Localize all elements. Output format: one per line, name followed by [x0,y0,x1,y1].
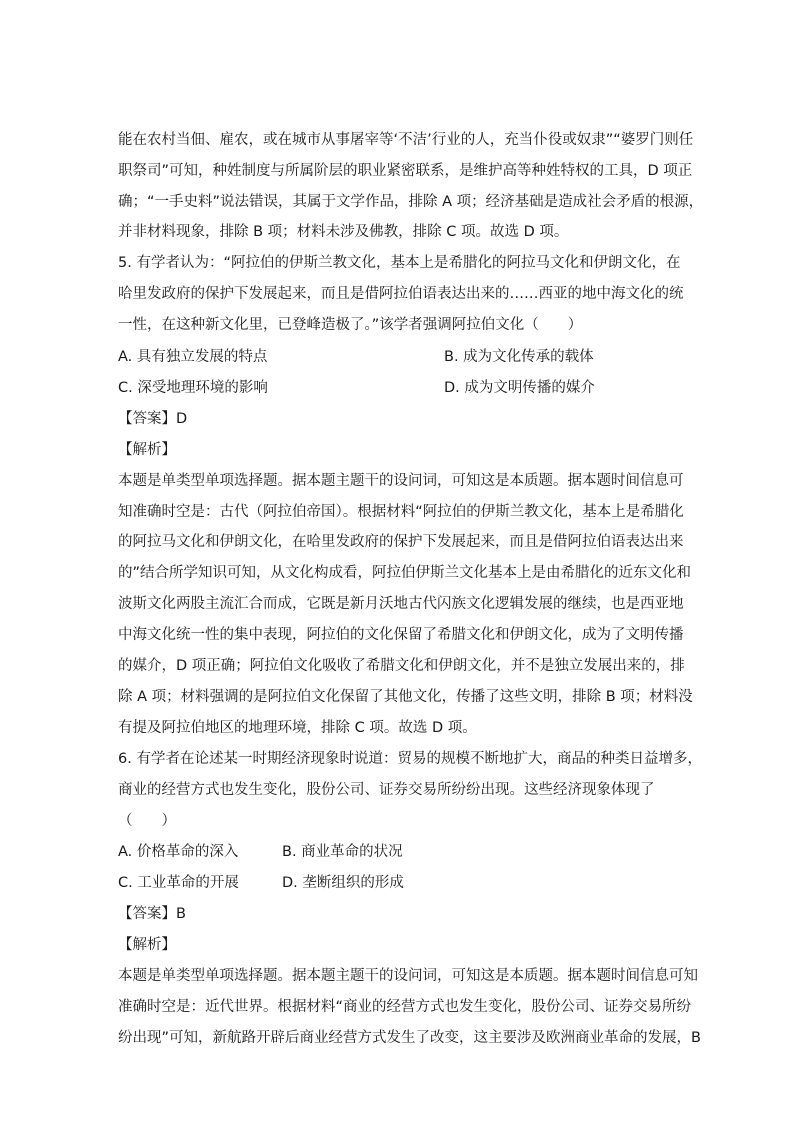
q6-option-c: C. 工业革命的开展 [118,875,239,891]
question-6-stem: 商业的经营方式也发生变化，股份公司、证券交易所纷纷出现。这些经济现象体现了 [118,782,655,798]
question-5-stem: 一性，在这种新文化里，已登峰造极了。”该学者强调阿拉伯文化（ ） [118,317,583,333]
q5-answer: 【答案】D [118,411,188,427]
text-line: 确；“一手史料”说法错误，其属于文学作品，排除 A 项；经济基础是造成社会矛盾的根源， [118,194,704,210]
q5-analysis-line: 的阿拉马文化和伊朗文化，在哈里发政府的保护下发展起来，而且是借阿拉伯语表达出来 [118,534,684,550]
text-line: 并非材料现象，排除 B 项；材料未涉及佛教，排除 C 项。故选 D 项。 [118,224,569,240]
question-5-stem: 哈里发政府的保护下发展起来，而且是借阿拉伯语表达出来的……西亚的地中海文化的统 [118,286,684,302]
q5-analysis-line: 的媒介，D 项正确；阿拉伯文化吸收了希腊文化和伊朗文化，并不是独立发展出来的，排 [118,658,685,674]
q6-answer: 【答案】B [118,906,186,922]
q6-analysis-title: 【解析】 [118,937,176,953]
text-line: 职祭司”可知，种姓制度与所属阶层的职业紧密联系，是维护高等种姓特权的工具，D 项正 [118,163,693,179]
q5-analysis-line: 知准确时空是：古代（阿拉伯帝国）。根据材料“阿拉伯的伊斯兰教文化，基本上是希腊化 [118,504,684,520]
q5-option-d: D. 成为文明传播的媒介 [444,380,595,396]
q5-analysis-line: 除 A 项；材料强调的是阿拉伯文化保留了其他文化，传播了这些文明，排除 B 项；材料没 [118,689,693,705]
q6-option-a: A. 价格革命的深入 [118,844,239,860]
q5-analysis-line: 本题是单类型单项选择题。据本题主题干的设问词，可知这是本质题。据本题时间信息可 [118,473,684,489]
question-6-stem: （ ） [118,813,176,829]
question-6-stem: 6. 有学者在论述某一时期经济现象时说道：贸易的规模不断地扩大，商品的种类日益增多， [118,751,702,767]
q5-analysis-title: 【解析】 [118,442,176,458]
q6-analysis-line: 本题是单类型单项选择题。据本题主题干的设问词，可知这是本质题。据本题时间信息可知 [118,968,698,984]
q5-analysis-line: 有提及阿拉伯地区的地理环境，排除 C 项。故选 D 项。 [118,720,477,736]
question-5-stem: 5. 有学者认为：“阿拉伯的伊斯兰教文化，基本上是希腊化的阿拉马文化和伊朗文化，在 [118,255,681,271]
q5-option-b: B. 成为文化传承的载体 [444,349,594,365]
q5-analysis-line: 的”结合所学知识可知，从文化构成看，阿拉伯伊斯兰文化基本上是由希腊化的近东文化和 [118,565,692,581]
q6-option-d: D. 垄断组织的形成 [282,875,404,891]
q6-analysis-line: 纷出现”可知，新航路开辟后商业经营方式发生了改变，这主要涉及欧洲商业革命的发展，B [118,1030,701,1046]
q5-analysis-line: 波斯文化两股主流汇合而成，它既是新月沃地古代闪族文化逻辑发展的继续，也是西亚地 [118,596,684,612]
q6-analysis-line: 准确时空是：近代世界。根据材料“商业的经营方式也发生变化，股份公司、证券交易所纷 [118,999,692,1015]
text-line: 能在农村当佃、雇农，或在城市从事屠宰等‘不洁’行业的人，充当仆役或奴隶”“婆罗门则任 [118,132,694,148]
q5-analysis-line: 中海文化统一性的集中表现，阿拉伯的文化保留了希腊文化和伊朗文化，成为了文明传播 [118,627,684,643]
q6-option-b: B. 商业革命的状况 [282,844,403,860]
q5-option-c: C. 深受地理环境的影响 [118,380,268,396]
q5-option-a: A. 具有独立发展的特点 [118,349,268,365]
